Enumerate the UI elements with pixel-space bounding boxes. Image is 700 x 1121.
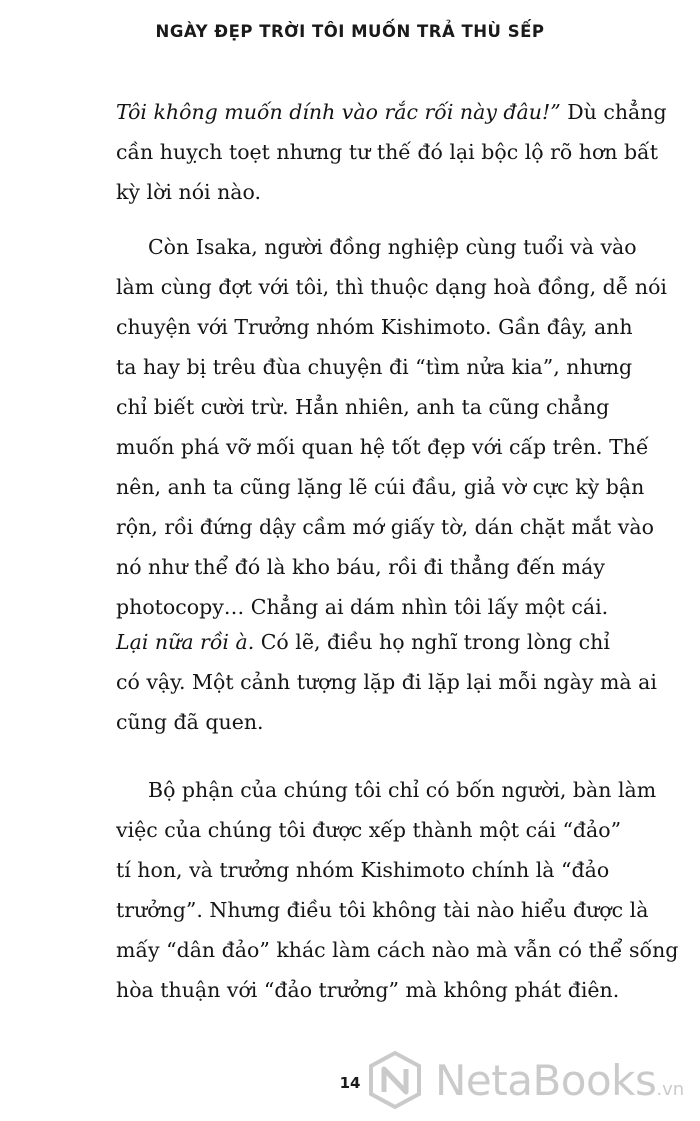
text-line: tí hon, và trưởng nhóm Kishimoto chính là “đảo: [116, 858, 610, 882]
text-line: nên, anh ta cũng lặng lẽ cúi đầu, giả vờ cực kỳ bận: [116, 475, 645, 499]
text-line: ta hay bị trêu đùa chuyện đi “tìm nửa kia”, nhưng: [116, 355, 633, 379]
text-line: Còn Isaka, người đồng nghiệp cùng tuổi và vào: [148, 235, 637, 259]
text-line: làm cùng đợt với tôi, thì thuộc dạng hoà đồng, dễ nói: [116, 275, 667, 299]
text-line: Bộ phận của chúng tôi chỉ có bốn người, bàn làm: [148, 778, 657, 802]
paragraph-2: [116, 227, 667, 627]
text-line: photocopy… Chẳng ai dám nhìn tôi lấy một cái.: [116, 595, 609, 619]
text-line: cần huỵch toẹt nhưng tư thế đó lại bộc lộ rõ hơn bất: [116, 140, 658, 164]
text-line: cũng đã quen.: [116, 710, 264, 734]
watermark: [365, 1048, 695, 1118]
text-line: nó như thể đó là kho báu, rồi đi thẳng đến máy: [116, 555, 605, 579]
paragraph-4: [116, 770, 679, 1010]
text-line: việc của chúng tôi được xếp thành một cái “đảo”: [116, 818, 622, 842]
page-number: 14: [339, 1074, 361, 1092]
book-title: NGÀY ĐẸP TRỜI TÔI MUỐN TRẢ THÙ SẾP: [155, 22, 545, 41]
text-line: Lại nữa rồi à. Có lẽ, điều họ nghĩ trong lòng chỉ: [116, 630, 610, 654]
watermark-text: NetaBooks.vn: [435, 1056, 685, 1105]
paragraph-1: [116, 92, 667, 212]
text-line: rộn, rồi đứng dậy cầm mớ giấy tờ, dán chặt mắt vào: [116, 515, 654, 539]
text-line: chỉ biết cười trừ. Hẳn nhiên, anh ta cũng chẳng: [116, 395, 610, 419]
text-line: mấy “dân đảo” khác làm cách nào mà vẫn có thể sống: [116, 938, 679, 962]
paragraph-3: [116, 622, 657, 742]
text-line: muốn phá vỡ mối quan hệ tốt đẹp với cấp trên. Thế: [116, 435, 649, 459]
netabooks-logo-icon: [365, 1050, 425, 1110]
text-line: hòa thuận với “đảo trưởng” mà không phát điên.: [116, 978, 620, 1002]
running-header: [0, 22, 700, 41]
text-line: có vậy. Một cảnh tượng lặp đi lặp lại mỗi ngày mà ai: [116, 670, 657, 694]
text-line: trưởng”. Nhưng điều tôi không tài nào hiểu được là: [116, 898, 649, 922]
text-line: kỳ lời nói nào.: [116, 180, 262, 204]
text-line: Tôi không muốn dính vào rắc rối này đâu!” Dù chẳng: [116, 100, 667, 124]
text-line: chuyện với Trưởng nhóm Kishimoto. Gần đây, anh: [116, 315, 633, 339]
